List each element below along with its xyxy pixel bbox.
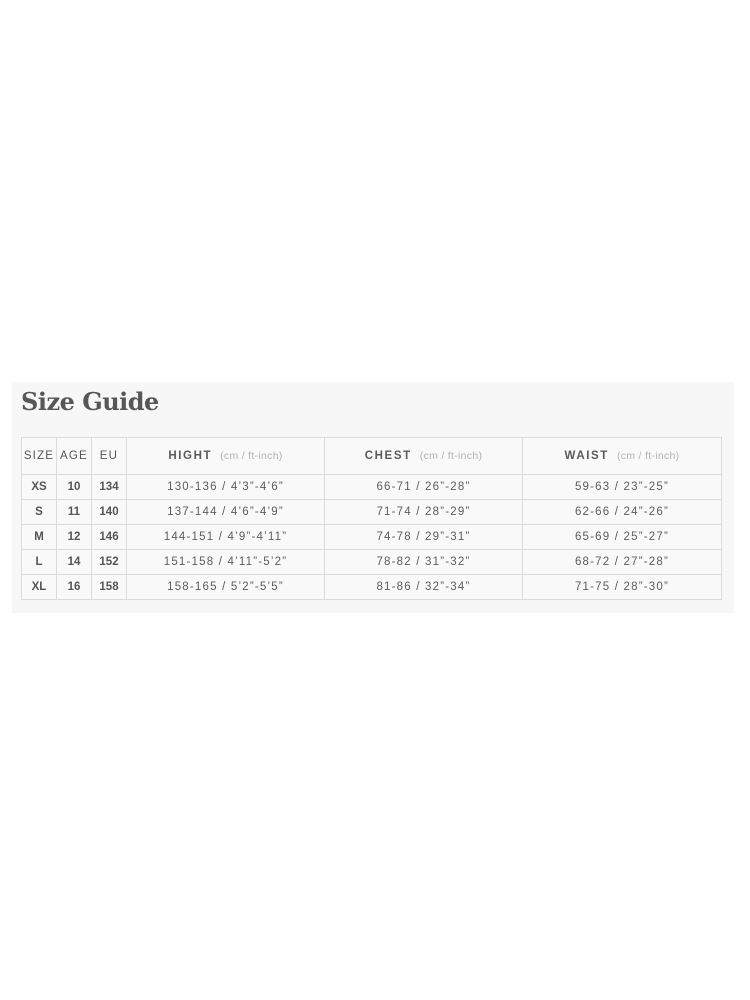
- cell-size: L: [22, 550, 57, 575]
- header-waist-unit: (cm / ft-inch): [616, 450, 680, 462]
- cell-waist: 65-69 / 25”-27”: [523, 525, 722, 550]
- header-chest: [325, 438, 523, 475]
- size-table: [21, 437, 722, 600]
- cell-size: S: [22, 500, 57, 525]
- table-row: [22, 525, 722, 550]
- cell-chest: 71-74 / 28”-29”: [325, 500, 523, 525]
- cell-age: 11: [57, 500, 92, 525]
- table-header-row: [22, 438, 722, 475]
- cell-eu: 158: [92, 575, 127, 600]
- cell-eu: 134: [92, 475, 127, 500]
- header-height-unit: (cm / ft-inch): [220, 450, 283, 462]
- table-row: [22, 475, 722, 500]
- table-row: [22, 500, 722, 525]
- cell-height: 158-165 / 5’2”-5’5”: [127, 575, 325, 600]
- header-size: SIZE: [22, 438, 57, 475]
- header-height-label: HIGHT: [168, 450, 213, 462]
- cell-eu: 146: [92, 525, 127, 550]
- cell-waist: 62-66 / 24”-26”: [523, 500, 722, 525]
- cell-size: M: [22, 525, 57, 550]
- cell-chest: 78-82 / 31”-32”: [325, 550, 523, 575]
- cell-chest: 81-86 / 32”-34”: [325, 575, 523, 600]
- page-title: Size Guide: [21, 387, 159, 416]
- header-chest-label: CHEST: [364, 450, 412, 462]
- cell-age: 12: [57, 525, 92, 550]
- cell-eu: 152: [92, 550, 127, 575]
- cell-size: XS: [22, 475, 57, 500]
- header-waist-label: WAIST: [564, 450, 609, 462]
- table-row: [22, 575, 722, 600]
- header-chest-unit: (cm / ft-inch): [419, 450, 483, 462]
- header-age: AGE: [57, 438, 92, 475]
- cell-waist: 68-72 / 27”-28”: [523, 550, 722, 575]
- header-waist: [523, 438, 722, 475]
- cell-chest: 74-78 / 29”-31”: [325, 525, 523, 550]
- cell-height: 137-144 / 4’6”-4’9”: [127, 500, 325, 525]
- cell-age: 16: [57, 575, 92, 600]
- cell-height: 144-151 / 4’9”-4’11”: [127, 525, 325, 550]
- header-eu: EU: [92, 438, 127, 475]
- table-row: [22, 550, 722, 575]
- cell-size: XL: [22, 575, 57, 600]
- cell-height: 151-158 / 4’11”-5’2”: [127, 550, 325, 575]
- cell-waist: 71-75 / 28”-30”: [523, 575, 722, 600]
- cell-chest: 66-71 / 26”-28”: [325, 475, 523, 500]
- cell-eu: 140: [92, 500, 127, 525]
- cell-height: 130-136 / 4’3”-4’6”: [127, 475, 325, 500]
- cell-age: 14: [57, 550, 92, 575]
- header-height: [127, 438, 325, 475]
- size-guide-panel: [12, 382, 734, 613]
- cell-waist: 59-63 / 23”-25”: [523, 475, 722, 500]
- cell-age: 10: [57, 475, 92, 500]
